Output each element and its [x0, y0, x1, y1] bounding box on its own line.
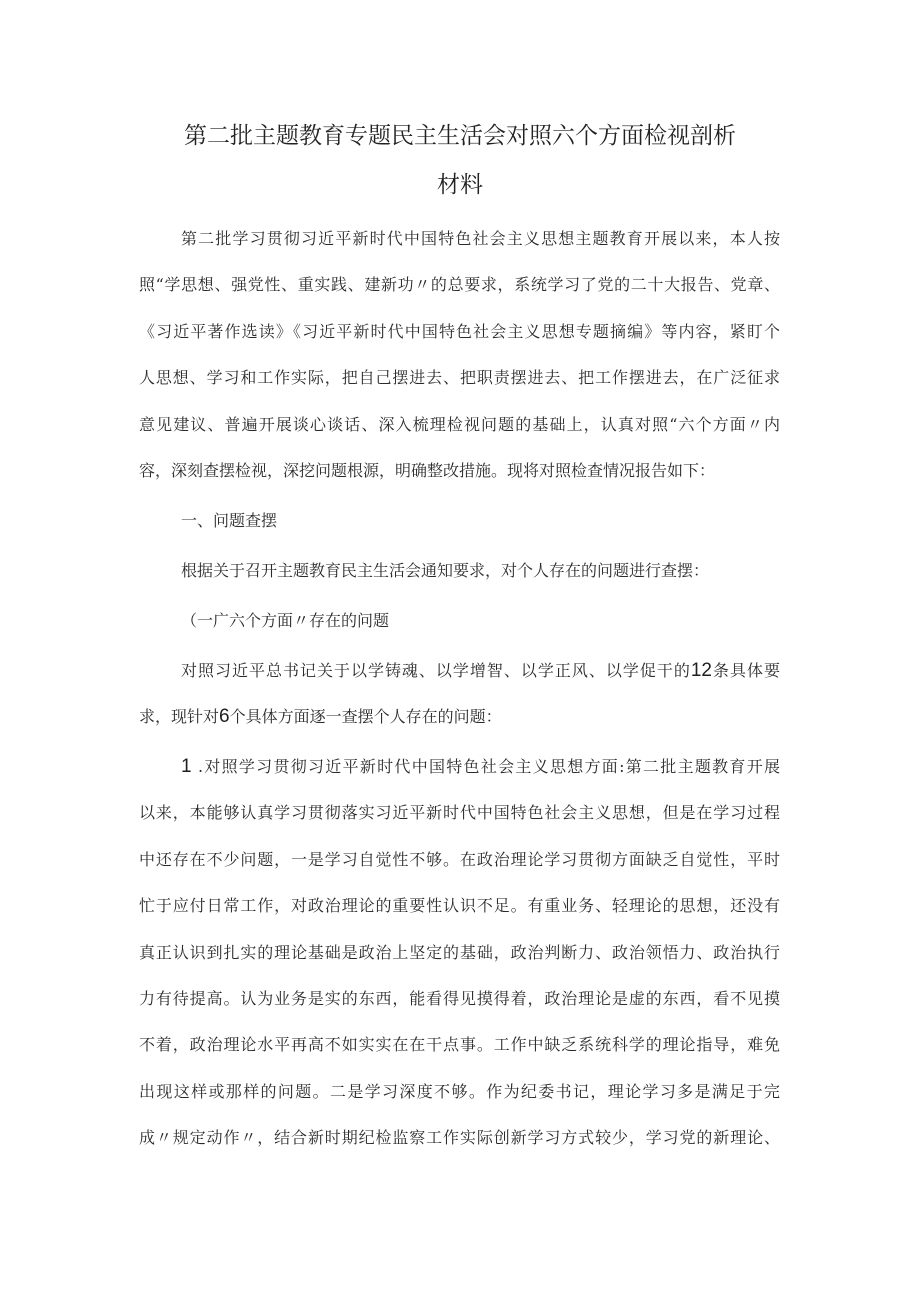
text-line: 成〃规定动作〃，结合新时期纪检监察工作实际创新学习方式较少，学习党的新理论、	[139, 1128, 780, 1148]
text-line: （一广六个方面〃存在的问题	[181, 610, 390, 630]
text-line: 出现这样或那样的问题。二是学习深度不够。作为纪委书记，理论学习多是满足于完	[139, 1081, 780, 1101]
document-body	[139, 216, 780, 1162]
text-line: 不着，政治理论水平再高不如实实在在干点事。工作中缺乏系统科学的理论指导，难免	[139, 1035, 780, 1055]
text-line: 以来，本能够认真学习贯彻落实习近平新时代中国特色社会主义思想，但是在学习过程	[139, 803, 780, 823]
text-line: 对照习近平总书记关于以学铸魂、以学增智、以学正风、以学促干的12条具体要	[181, 659, 780, 681]
text-line: 《习近平著作选读》《习近平新时代中国特色社会主义思想专题摘编》等内容，紧盯个	[139, 321, 780, 341]
title-line: 第二批主题教育专题民主生活会对照六个方面检视剖析	[184, 123, 736, 149]
text-line: 第二批学习贯彻习近平新时代中国特色社会主义思想主题教育开展以来，本人按	[181, 229, 780, 248]
text-line: 人思想、学习和工作实际，把自己摆进去、把职责摆进去、把工作摆进去，在广泛征求	[139, 368, 780, 388]
number: 1	[181, 755, 192, 777]
text-line: 1 .对照学习贯彻习近平新时代中国特色社会主义思想方面:第二批主题教育开展	[181, 755, 780, 777]
text-line: 力有待提高。认为业务是实的东西，能看得见摸得着，政治理论是虚的东西，看不见摸	[139, 989, 780, 1008]
text-line: 求，现针对6个具体方面逐一查摆个人存在的问题：	[139, 706, 502, 728]
paragraph	[139, 648, 780, 741]
paragraph	[139, 548, 780, 594]
number: 6	[219, 706, 230, 728]
text-line: 照“学思想、强党性、重实践、建新功〃的总要求，系统学习了党的二十大报告、党章、	[139, 275, 780, 295]
text-line: 意见建议、普遍开展谈心谈话、深入梳理检视问题的基础上，认真对照“六个方面〃内	[139, 414, 780, 434]
text-line: 根据关于召开主题教育民主生活会通知要求，对个人存在的问题进行查摆：	[181, 560, 710, 580]
text-line: 忙于应付日常工作，对政治理论的重要性认识不足。有重业务、轻理论的思想，还没有	[139, 896, 780, 916]
title-line: 材料	[437, 172, 483, 198]
paragraph	[139, 598, 780, 644]
text-line: 真正认识到扎实的理论基础是政治上坚定的基础，政治判断力、政治领悟力、政治执行	[139, 942, 780, 962]
text-line: 容，深刻查摆检视，深挖问题根源，明确整改措施。现将对照检查情况报告如下：	[139, 461, 716, 481]
text-line: 中还存在不少问题，一是学习自觉性不够。在政治理论学习贯彻方面缺乏自觉性，平时	[139, 849, 780, 869]
number: 12	[690, 659, 712, 681]
paragraph	[139, 498, 780, 544]
paragraph	[139, 216, 780, 494]
paragraph	[139, 744, 780, 1162]
document-title	[0, 112, 920, 210]
text-line: 一、问题查摆	[181, 510, 278, 530]
